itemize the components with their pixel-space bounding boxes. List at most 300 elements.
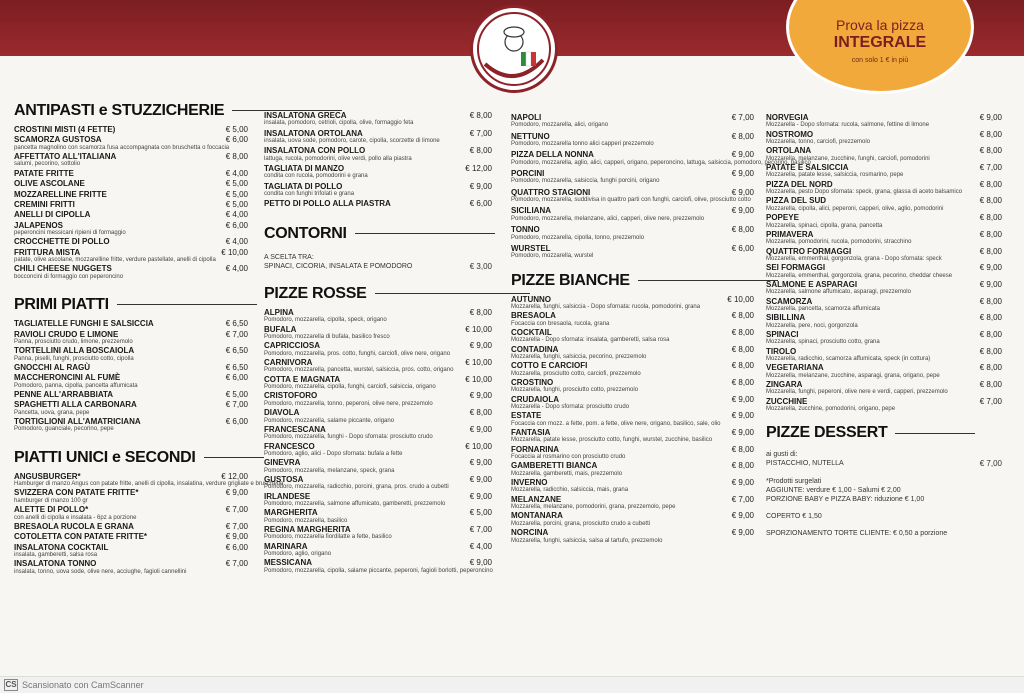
menu-item-name: TAGLIATA DI MANZO	[264, 164, 345, 174]
menu-item-price: € 10,00	[465, 374, 492, 384]
menu-item	[511, 446, 754, 461]
menu-item-name: CRUDAIOLA	[511, 394, 559, 404]
menu-item-name: GNOCCHI AL RAGÙ	[14, 362, 90, 372]
menu-item	[14, 126, 248, 134]
menu-item-description: Mozzarella, funghi, peperoni, olive nere e verdi, capperi, prezzemolo	[766, 389, 948, 396]
section-title-antipasti: ANTIPASTI e STUZZICHERIE	[14, 102, 248, 120]
antipasti-list	[14, 126, 248, 280]
footer-text: Scansionato con CamScanner	[22, 680, 144, 690]
menu-item-name: INSALATONA GRECA	[264, 111, 347, 120]
menu-item-description: Mozzarella, pere, noci, gorgonzola	[766, 322, 858, 329]
menu-item-name: SVIZZERA CON PATATE FRITTE*	[14, 488, 139, 498]
menu-item	[766, 114, 1002, 129]
menu-item	[511, 412, 754, 427]
menu-item-price: € 10,00	[727, 294, 754, 304]
menu-item-description: Pomodoro, mozzarella di bufala, basilico fresco	[264, 334, 390, 341]
menu-item-price: € 8,00	[469, 408, 492, 418]
menu-item-name: QUATTRO STAGIONI	[511, 187, 591, 197]
menu-item	[264, 165, 492, 180]
menu-item	[766, 348, 1002, 363]
menu-item-description: Mozzarella, spinaci, prosciutto cotto, grana	[766, 339, 880, 346]
menu-item-price: € 6,00	[225, 373, 248, 383]
menu-item-name: NORCINA	[511, 528, 549, 538]
menu-item-description: Mozzarella, salmone affumicato, asparagi, prezzemolo	[766, 289, 911, 296]
menu-item-price: € 7,00	[469, 524, 492, 534]
menu-item-price: € 9,00	[731, 169, 754, 179]
menu-item-description: Pomodoro, mozzarella tonno alici capperi prezzemolo	[511, 141, 654, 148]
menu-item-name: BRESAOLA	[511, 311, 556, 321]
menu-item-description: Pomodoro, mozzarella, cipolla, funghi, carciofi, salsiccia, origano	[264, 384, 436, 391]
promo-line-2: INTEGRALE	[833, 34, 927, 51]
menu-item-description: Pomodoro, panna, cipolla, pancetta affumicata	[14, 382, 138, 389]
menu-item-price: € 8,00	[979, 380, 1002, 389]
menu-item	[264, 112, 492, 127]
menu-item-name: PIZZA DELLA NONNA	[511, 150, 594, 160]
menu-item-description: Pomodoro, mozzarella, salmone affumicato, gamberetti, prezzemolo	[264, 500, 446, 507]
column-4	[766, 114, 1002, 538]
menu-item	[766, 331, 1002, 346]
menu-item-name: INSALATONA CON POLLO	[264, 146, 366, 156]
menu-item-name: PATATE E SALSICCIA	[766, 163, 849, 173]
menu-item-price: € 5,00	[225, 390, 248, 400]
menu-item-name: WURSTEL	[511, 243, 551, 253]
section-title-primi: PRIMI PIATTI	[14, 296, 248, 314]
menu-item	[14, 265, 248, 280]
menu-item-name: PIZZA DEL SUD	[766, 196, 827, 206]
menu-item-description: Mozzarella - Dopo sfornata: prosciutto crudo	[511, 404, 630, 411]
menu-item-name: FORNARINA	[511, 444, 559, 454]
menu-item-price: € 9,00	[731, 150, 754, 160]
menu-item-price: € 7,00	[225, 329, 248, 339]
menu-item-price: € 8,00	[979, 129, 1002, 139]
menu-item	[766, 381, 1002, 396]
dessert-price: € 7,00	[979, 459, 1002, 469]
menu-item-price: € 8,00	[469, 146, 492, 156]
menu-item-price: € 8,00	[979, 313, 1002, 323]
menu-item-name: NETTUNO	[511, 131, 550, 141]
section-title-piatti: PIATTI UNICI e SECONDI	[14, 449, 248, 467]
menu-item-name: INSALATONA COCKTAIL	[14, 542, 109, 552]
primi-list	[14, 320, 248, 433]
menu-item-price: € 4,00	[225, 168, 248, 178]
menu-item-price: € 7,00	[979, 163, 1002, 173]
menu-item	[264, 526, 492, 541]
menu-item-price: € 4,00	[469, 541, 492, 551]
menu-item-name: PORCINI	[511, 169, 545, 179]
menu-item-description: Mozzarella, melanzane, pomodorini, grana, prezzemolo, pepe	[511, 504, 676, 511]
menu-item-description: Pomodoro, mozzarella, salsiccia, funghi porcini, origano	[511, 178, 660, 185]
menu-item-price: € 7,00	[225, 559, 248, 569]
menu-item-price: € 9,00	[469, 474, 492, 484]
menu-item-name: TONNO	[511, 225, 540, 235]
menu-item-price: € 6,00	[469, 199, 492, 209]
menu-item	[766, 197, 1002, 212]
menu-item-price: € 9,00	[225, 532, 248, 542]
menu-item-price: € 9,00	[731, 411, 754, 421]
menu-item-name: NORVEGIA	[766, 113, 809, 122]
menu-item-name: ANGUSBURGER*	[14, 471, 81, 481]
menu-item-description: Hamburger di manzo Angus con patate fritte, anelli di cipolla, insalatina, verdure grigliate e bruschette	[14, 481, 284, 488]
menu-item-description: Pomodoro, mozzarella, melanzane, alici, capperi, olive nere, prezzemolo	[511, 215, 705, 222]
menu-item-description: Mozzarella, zucchine, pomodorini, origano, pepe	[766, 406, 896, 413]
menu-item-name: JALAPENOS	[14, 220, 63, 230]
menu-item	[766, 298, 1002, 313]
menu-item-price: € 6,00	[225, 220, 248, 230]
menu-item-name: AFFETTATO ALL'ITALIANA	[14, 152, 117, 162]
menu-item-price: € 9,00	[731, 478, 754, 488]
menu-item-description: Pomodoro, mozzarella, alici, origano	[511, 122, 609, 129]
menu-item-name: SICILIANA	[511, 206, 551, 216]
menu-item	[264, 309, 492, 324]
menu-item-price: € 9,00	[731, 206, 754, 216]
menu-item-description: Pomodoro, aglio, alici - Dopo sfornata: bufala a fette	[264, 450, 403, 457]
menu-item-price: € 6,50	[225, 362, 248, 372]
menu-item-price: € 8,00	[225, 152, 248, 162]
menu-item-price: € 10,00	[465, 358, 492, 368]
menu-item-name: COCKTAIL	[511, 327, 552, 337]
menu-item-description: hamburger di manzo 100 gr	[14, 497, 88, 504]
menu-item-price: € 4,00	[225, 264, 248, 274]
menu-item	[14, 533, 248, 541]
menu-item-price: € 7,00	[731, 494, 754, 504]
menu-item-price: € 8,00	[731, 344, 754, 354]
menu-item-description: insalata, gamberetti, salsa rosa	[14, 552, 98, 559]
menu-item-description: Pomodoro, mozzarella, basilico	[264, 517, 348, 524]
menu-item-price: € 9,00	[979, 113, 1002, 122]
menu-item-price: € 6,00	[225, 417, 248, 427]
menu-item-description: Focaccia con bresaola, rucola, grana	[511, 320, 610, 327]
menu-item-price: € 8,00	[731, 131, 754, 141]
menu-item	[511, 189, 754, 204]
menu-item-name: RAVIOLI CRUDO E LIMONE	[14, 329, 119, 339]
menu-item	[511, 462, 754, 477]
menu-item-description: bocconcini di formaggio con peperoncino	[14, 273, 124, 280]
menu-item-name: ALETTE DI POLLO*	[14, 505, 89, 515]
menu-item-name: SALMONE E ASPARAGI	[766, 279, 858, 289]
menu-item-price: € 8,00	[469, 111, 492, 120]
menu-item-price: € 4,00	[225, 210, 248, 220]
menu-item-description: Mozzarella, pomodorini, rucola, pomodorini, stracchino	[766, 239, 912, 246]
menu-item-price: € 8,00	[979, 246, 1002, 256]
menu-item-price: € 8,00	[979, 179, 1002, 189]
menu-item	[511, 114, 754, 129]
menu-item-price: € 5,00	[225, 125, 248, 134]
menu-item	[264, 342, 492, 357]
menu-item-price: € 9,00	[469, 491, 492, 501]
dessert-note	[766, 521, 1002, 529]
menu-item-name: CONTADINA	[511, 344, 559, 354]
menu-item-price: € 9,00	[979, 279, 1002, 289]
menu-item	[264, 130, 492, 145]
contorni-price: € 3,00	[469, 261, 492, 271]
menu-item-description: Pomodoro, mozzarella, pros. cotto, funghi, carciofi, olive nere, origano	[264, 350, 451, 357]
menu-item-price: € 9,00	[731, 528, 754, 538]
menu-item-name: INVERNO	[511, 478, 548, 488]
menu-item-description: Mozzarella, radicchio, salsiccia, mais, grana	[511, 487, 629, 494]
dessert-line-2: PISTACCHIO, NUTELLA	[766, 460, 844, 468]
promo-line-1: Prova la pizza	[836, 17, 924, 33]
rosse-list	[264, 309, 492, 574]
menu-item-price: € 6,00	[225, 135, 248, 145]
menu-item-name: QUATTRO FORMAGGI	[766, 246, 852, 256]
menu-item-price: € 9,00	[731, 394, 754, 404]
menu-item-name: TIROLO	[766, 346, 797, 356]
menu-item-description: Mozzarella, funghi, salsiccia, salsa al tartufo, prezzemolo	[511, 537, 663, 544]
menu-item-name: PENNE ALL'ARRABBIATA	[14, 390, 114, 400]
menu-item-name: ZINGARA	[766, 380, 803, 389]
menu-item-price: € 8,00	[979, 296, 1002, 306]
menu-item-description: Mozzarella, patate lesse, salsiccia, rosmarino, pepe	[766, 172, 904, 179]
menu-item-price: € 8,00	[731, 461, 754, 471]
menu-item	[14, 331, 248, 346]
dessert-note	[766, 504, 1002, 512]
menu-item-description: Pomodoro, mozzarella, melanzane, speck, grana	[264, 467, 395, 474]
menu-item	[14, 347, 248, 362]
menu-item-description: insalata, pomodoro, cetrioli, cipolla, olive, formaggio feta	[264, 120, 414, 127]
bianche-list-continued	[766, 114, 1002, 412]
menu-item	[264, 183, 492, 198]
menu-item	[511, 379, 754, 394]
menu-item	[264, 443, 492, 458]
menu-item	[264, 200, 492, 208]
menu-item-name: SEI FORMAGGI	[766, 263, 826, 273]
menu-item-price: € 8,00	[979, 329, 1002, 339]
menu-item-price: € 9,00	[731, 187, 754, 197]
menu-item-name: GUSTOSA	[264, 474, 304, 484]
menu-item-name: ANELLI DI CIPOLLA	[14, 210, 91, 220]
menu-item-name: MOZZARELLINE FRITTE	[14, 189, 107, 199]
promo-line-3: con solo 1 € in più	[851, 57, 909, 64]
menu-item-name: MACCHERONCINI AL FUMÈ	[14, 373, 121, 383]
menu-item	[511, 362, 754, 377]
menu-item	[264, 409, 492, 424]
dessert-note: *Prodotti surgelati	[766, 477, 822, 485]
menu-item	[766, 398, 1002, 413]
menu-item	[511, 429, 754, 444]
dessert-notes	[766, 477, 1002, 538]
menu-item-name: AUTUNNO	[511, 294, 551, 304]
menu-item	[511, 170, 754, 185]
menu-item-description: Pomodoro, mozzarella, suddivisa in quattro parti con funghi, carciofi, olive, prosciutto cotto	[511, 197, 751, 204]
menu-item-description: Pomodoro, guanciale, pecorino, pepe	[14, 426, 114, 433]
menu-item-description: Mozzarella, tonno, carciofi, prezzemolo	[766, 139, 871, 146]
menu-item-name: CRISTOFORO	[264, 391, 318, 401]
menu-item	[511, 529, 754, 544]
menu-item-price: € 8,00	[979, 346, 1002, 356]
scanner-footer	[0, 676, 1024, 693]
menu-item	[14, 364, 248, 372]
menu-item	[766, 314, 1002, 329]
menu-item-name: SCAMORZA GUSTOSA	[14, 135, 102, 145]
menu-item-description: Pancetta, uova, grana, pepe	[14, 409, 90, 416]
menu-item-name: MELANZANE	[511, 494, 562, 504]
menu-item	[766, 131, 1002, 146]
menu-item	[511, 296, 754, 311]
menu-item-price: € 7,00	[469, 128, 492, 138]
menu-item-name: FRANCESCANA	[264, 424, 326, 434]
menu-item-name: INSALATONA TONNO	[14, 559, 97, 569]
section-title-bianche: PIZZE BIANCHE	[511, 272, 754, 290]
dessert-note: SPORZIONAMENTO TORTE CLIENTE: € 0,50 a porzione	[766, 529, 948, 537]
menu-item-name: SPINACI	[766, 329, 799, 339]
menu-item-name: BRESAOLA RUCOLA E GRANA	[14, 521, 134, 531]
menu-item-price: € 9,00	[469, 181, 492, 191]
menu-item-name: MONTANARA	[511, 511, 563, 521]
menu-item	[766, 248, 1002, 263]
menu-item-description: Mozzarella, funghi, salsiccia, pecorino, prezzemolo	[511, 353, 647, 360]
menu-item-name: ALPINA	[264, 308, 294, 318]
menu-item-name: COTTO E CARCIOFI	[511, 361, 588, 371]
menu-item-name: OLIVE ASCOLANE	[14, 179, 85, 189]
menu-item	[766, 231, 1002, 246]
menu-item-name: IRLANDESE	[264, 491, 311, 501]
menu-item-description: Pomodoro, mozzarella, aglio, alici, capperi, origano, peperoncino, lattuga, salsiccia, pomodoro, pecorino, basilico	[511, 159, 811, 166]
menu-item-description: salumi, pecorino, sottolio	[14, 161, 81, 168]
menu-item-name: CARNIVORA	[264, 358, 313, 368]
menu-item-name: MESSICANA	[264, 558, 313, 568]
menu-item	[14, 418, 248, 433]
section-title-dessert: PIZZE DESSERT	[766, 424, 1002, 442]
menu-item	[14, 153, 248, 168]
menu-item-description: Panna, piselli, funghi, prosciutto cotto, cipolla	[14, 355, 134, 362]
menu-item-name: INSALATONA ORTOLANA	[264, 128, 363, 138]
menu-item	[14, 391, 248, 399]
menu-item-description: Pomodoro, mozzarella, wurstel	[511, 253, 594, 260]
menu-item-price: € 9,00	[469, 424, 492, 434]
menu-item-name: ORTOLANA	[766, 146, 812, 156]
menu-item-price: € 9,00	[731, 428, 754, 437]
menu-item-description: Mozzarella, funghi, prosciutto cotto, prezzemolo	[511, 387, 639, 394]
menu-item	[511, 133, 754, 148]
menu-item	[264, 359, 492, 374]
menu-item-description: lattuga, rucola, pomodorini, olive verdi, pollo alla piastra	[264, 155, 412, 162]
menu-item-price: € 8,00	[979, 196, 1002, 206]
menu-item-price: € 6,50	[225, 319, 248, 329]
menu-item-description: Mozzarella - Dopo sfornata: insalata, gamberetti, salsa rosa	[511, 337, 670, 344]
menu-item-description: Mozzarella, porcini, grana, prosciutto crudo a cubetti	[511, 520, 651, 527]
menu-item-description: Pomodoro, mozzarella, salame piccante, origano	[264, 417, 395, 424]
menu-item-name: POPEYE	[766, 213, 799, 223]
menu-item-price: € 8,00	[731, 377, 754, 387]
menu-item	[14, 201, 248, 209]
menu-item-price: € 10,00	[465, 441, 492, 451]
menu-item-price: € 6,00	[225, 542, 248, 552]
contorni-block	[264, 253, 492, 271]
menu-item	[264, 147, 492, 162]
menu-item-price: € 6,00	[731, 243, 754, 253]
menu-item	[264, 476, 492, 491]
menu-item-name: CROSTINI MISTI (4 FETTE)	[14, 125, 116, 134]
dessert-note: COPERTO € 1,50	[766, 512, 822, 520]
menu-item-price: € 5,00	[225, 179, 248, 189]
menu-item-name: PETTO DI POLLO ALLA PIASTRA	[264, 199, 391, 209]
section-title-contorni: CONTORNI	[264, 225, 492, 243]
menu-item-price: € 4,00	[225, 237, 248, 247]
menu-item-price: € 8,00	[979, 229, 1002, 239]
menu-item-description: Pomodoro, mozzarella, funghi - Dopo sfornata: prosciutto crudo	[264, 434, 433, 441]
menu-item-name: COTTA E MAGNATA	[264, 374, 341, 384]
dessert-block	[766, 450, 1002, 468]
menu-item	[511, 346, 754, 361]
menu-item-price: € 5,00	[225, 199, 248, 209]
menu-item-description: Mozzarella, patate lesse, prosciutto cotto, funghi, wurstel, zucchine, basilico	[511, 437, 713, 444]
menu-item-price: € 5,00	[469, 508, 492, 518]
menu-item	[511, 245, 754, 260]
menu-item	[511, 396, 754, 411]
menu-item-name: GAMBERETTI BIANCA	[511, 461, 598, 471]
menu-item	[766, 181, 1002, 196]
menu-item	[14, 170, 248, 178]
menu-item	[14, 374, 248, 389]
menu-item-description: Panna, prosciutto crudo, limone, prezzemolo	[14, 338, 133, 345]
menu-item-description: insalata, tonno, uova sode, olive nere, acciughe, fagioli cannellini	[14, 568, 187, 575]
menu-item-description: Pomodoro, mozzarella, tonno, peperoni, olive nere, prezzemolo	[264, 400, 433, 407]
menu-item-name: CAPRICCIOSA	[264, 341, 321, 351]
menu-item-price: € 9,00	[225, 488, 248, 498]
menu-item	[511, 512, 754, 527]
menu-item-name: PATATE FRITTE	[14, 168, 74, 178]
menu-item-description: Pomodoro, mozzarella, cipolla, speck, origano	[264, 317, 387, 324]
menu-item-description: condita con funghi trifolati e grana	[264, 191, 355, 198]
menu-item	[766, 264, 1002, 279]
menu-item-name: DIAVOLA	[264, 408, 300, 418]
menu-item-description: insalata, uova sode, pomodoro, carote, cipolla, scorzette di limone	[264, 138, 440, 145]
menu-item-price: € 12,00	[221, 471, 248, 481]
menu-item-price: € 10,00	[465, 324, 492, 334]
menu-item-price: € 10,00	[221, 247, 248, 257]
menu-item-name: SPAGHETTI ALLA CARBONARA	[14, 400, 137, 410]
menu-item-name: PRIMAVERA	[766, 229, 814, 239]
menu-item	[264, 426, 492, 441]
menu-item-description: Mozzarella - Dopo sfornata: rucola, salmone, fettine di limone	[766, 122, 930, 129]
menu-item-name: MARGHERITA	[264, 508, 318, 518]
contorni-line-2: SPINACI, CICORIA, INSALATA E POMODORO	[264, 262, 413, 270]
menu-item-description: Pomodoro, mozzarella fiordilatte a fette, basilico	[264, 534, 392, 541]
menu-item-name: REGINA MARGHERITA	[264, 524, 351, 534]
menu-item-price: € 9,00	[469, 391, 492, 401]
menu-item-name: TORTELLINI ALLA BOSCAIOLA	[14, 346, 135, 356]
menu-item-description: Mozzarella, melanzane, zucchine, asparagi, grana, origano, pepe	[766, 372, 940, 379]
menu-item	[264, 559, 492, 574]
menu-item-description: Pomodoro, aglio, origano	[264, 551, 332, 558]
menu-item-price: € 5,00	[225, 189, 248, 199]
menu-item	[511, 496, 754, 511]
menu-item-description: Mozzarella, emmenthal, gorgonzola, grana, pecorino, cheddar cheese	[766, 272, 953, 279]
menu-item	[14, 401, 248, 416]
menu-item-price: € 8,00	[979, 363, 1002, 373]
menu-item	[766, 164, 1002, 179]
menu-item-price: € 9,00	[469, 558, 492, 568]
menu-item-price: € 9,00	[979, 263, 1002, 273]
menu-item	[511, 312, 754, 327]
menu-item-price: € 7,00	[225, 505, 248, 515]
menu-item-price: € 7,00	[225, 521, 248, 531]
menu-item-description: pancetta magnolino con scamorza fusa accompagnata con bruschetta o foccacia	[14, 144, 230, 151]
menu-item-price: € 8,00	[731, 361, 754, 371]
menu-item	[14, 320, 248, 328]
menu-item-price: € 8,00	[731, 444, 754, 454]
menu-item-name: CROCCHETTE DI POLLO	[14, 237, 110, 247]
menu-item	[264, 376, 492, 391]
menu-item-description: con anelli di cipolla e insalata - 6pz a porzione	[14, 514, 137, 521]
menu-item-name: CHILI CHEESE NUGGETS	[14, 264, 112, 274]
menu-item-name: VEGETARIANA	[766, 363, 824, 373]
menu-item-description: Focaccia con mozz. a fette, pom. a fette, olive nere, origano, basilico, sale, olio	[511, 420, 721, 427]
menu-item-name: MARINARA	[264, 541, 308, 551]
menu-item-description: Mozzarella, melanzane, zucchine, funghi, carciofi, pomodorini	[766, 155, 930, 162]
menu-item-name: PIZZA DEL NORD	[766, 179, 833, 189]
dessert-line-1: ai gusti di:	[766, 451, 798, 459]
